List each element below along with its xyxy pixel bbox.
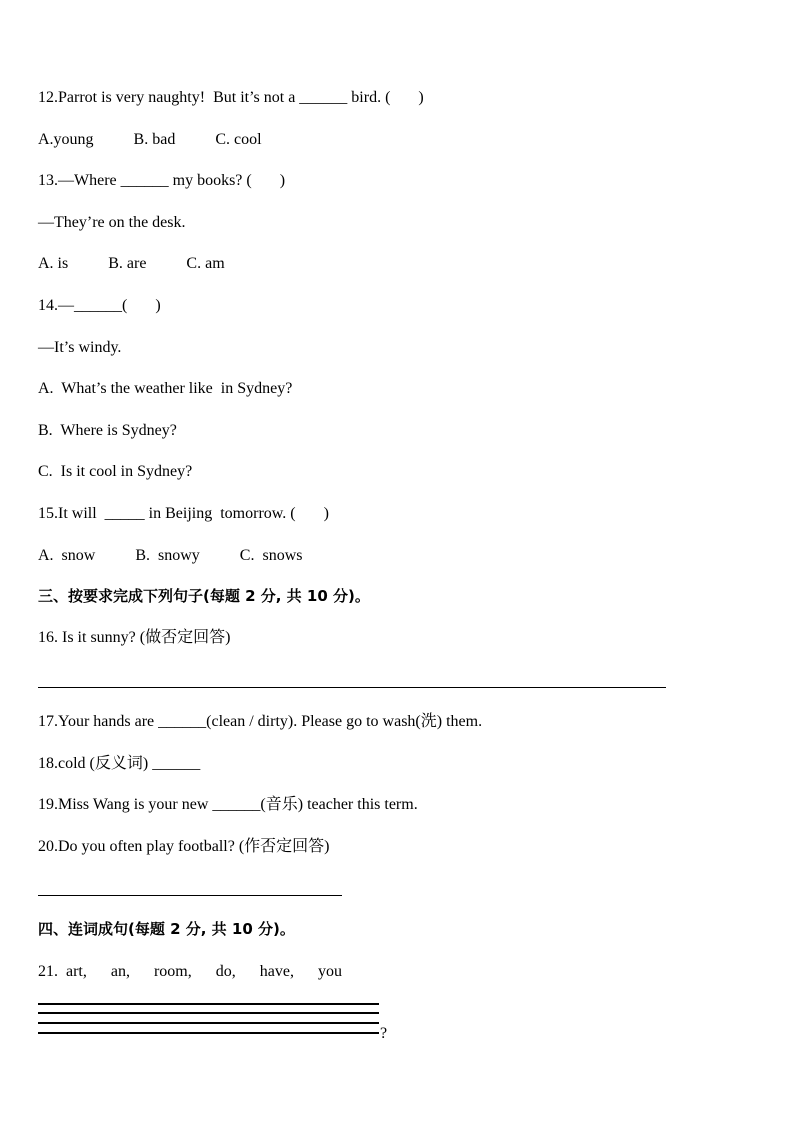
question-21-end-mark: ? xyxy=(380,1025,388,1042)
question-12-stem: 12.Parrot is very naughty! But it’s not a ______ bird. ( ) xyxy=(38,89,424,106)
question-16: 16. Is it sunny? (做否定回答) xyxy=(38,629,231,646)
section-3-heading: 三、按要求完成下列句子(每题 2 分, 共 10 分)。 xyxy=(38,587,370,605)
answer-line-16[interactable] xyxy=(38,687,666,688)
answer-line-21-c[interactable] xyxy=(38,1022,379,1024)
question-14-option-c: C. Is it cool in Sydney? xyxy=(38,463,193,480)
section-4-heading: 四、连词成句(每题 2 分, 共 10 分)。 xyxy=(38,920,295,938)
question-14-option-a: A. What’s the weather like in Sydney? xyxy=(38,380,293,397)
question-19: 19.Miss Wang is your new ______(音乐) teacher this term. xyxy=(38,796,418,813)
question-14-answer: —It’s windy. xyxy=(38,339,122,356)
question-17: 17.Your hands are ______(clean / dirty). Please go to wash(洗) them. xyxy=(38,713,483,730)
question-15-options: A. snow B. snowy C. snows xyxy=(38,547,303,564)
question-14-stem: 14.—______( ) xyxy=(38,297,161,314)
question-13-options: A. is B. are C. am xyxy=(38,255,225,272)
question-18: 18.cold (反义词) ______ xyxy=(38,755,201,772)
answer-line-20[interactable] xyxy=(38,895,342,896)
question-12-options: A.young B. bad C. cool xyxy=(38,131,262,148)
question-21: 21. art, an, room, do, have, you xyxy=(38,963,342,980)
question-15-stem: 15.It will _____ in Beijing tomorrow. ( ) xyxy=(38,505,329,522)
question-13-stem: 13.—Where ______ my books? ( ) xyxy=(38,172,286,189)
question-14-option-b: B. Where is Sydney? xyxy=(38,422,177,439)
question-13-answer: —They’re on the desk. xyxy=(38,214,186,231)
answer-line-21-b[interactable] xyxy=(38,1012,379,1014)
answer-line-21-a[interactable] xyxy=(38,1003,379,1005)
question-20: 20.Do you often play football? (作否定回答) xyxy=(38,838,330,855)
answer-line-21-d[interactable] xyxy=(38,1032,379,1034)
